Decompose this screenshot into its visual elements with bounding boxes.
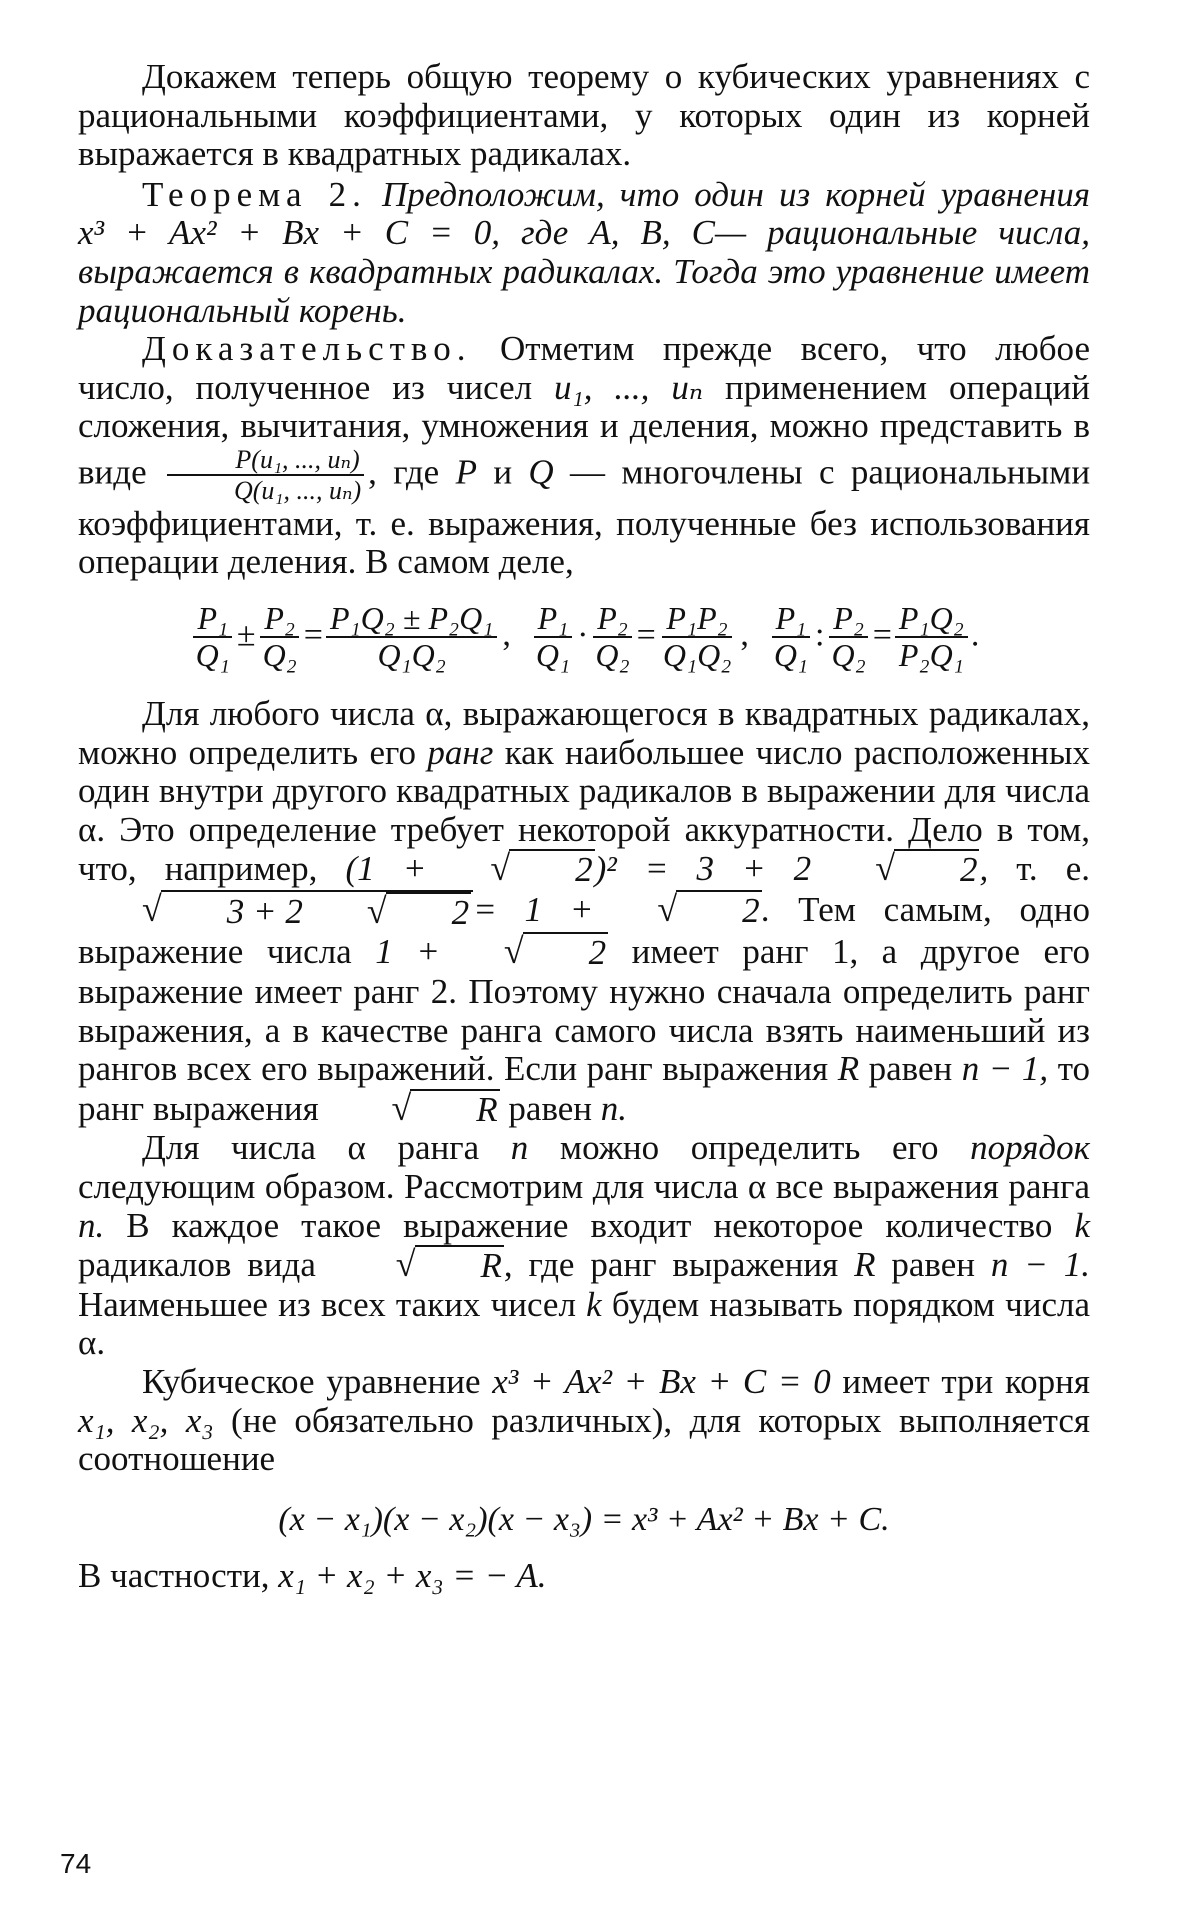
sqrt-symbol: √ 2 [490, 848, 593, 890]
sqrt-symbol: √ R [395, 1244, 502, 1286]
cubic-roots-paragraph: Кубическое уравнение x³ + Ax² + Bx + C = 0 имеет три корня x₁, x₂, x₃ (не обязательно различных), для которых выполняется соотношение [78, 1362, 1091, 1479]
term-rank: ранг [427, 732, 494, 772]
theorem-2: Теорема 2. Предположим, что один из корней уравнения x³ + Ax² + Bx + C = 0, где A, B, C— рациональные числа, выражается в квадратных радикалах. Тогда это уравнение имеет рациональный корень. [78, 174, 1091, 330]
sqrt-symbol: √ 2 [503, 931, 607, 973]
fraction-operations-formula: $\frac{\text{P₁}}{\text{Q₁}}$ ± $\frac{\text{P₂}}{\text{Q₂}}$ = $\frac{\text{P₁Q₂ ± P₂Q₁}}{\text{Q₁Q₂}}$ , $\frac{\text{P₁}}{\text{Q₁}}$ · $\frac{\text{P₂}}{\text{Q₂}}$ = $\frac{\text{P₁P₂}}{\text{Q₁Q₂}}$ , $\frac{\text{P₁}}{\text{Q₁}}$ : $\frac{\text{P₂}}{\text{Q₂}}$ = $\frac{\text{P₁Q₂}}{\text{P₂Q₁}}$ . [78, 602, 1090, 673]
rank-paragraph: Для любого числа α, выражающегося в квадратных радикалах, можно определить его ранг как наибольшее число расположенных один внутри другого квадратных радикалов в выражении для числа α. Это определение требует некоторой аккуратности. Дело в том, что, например, (1 + √ 2 )² = 3 + 2 √ 2 , т. е. √ 3 + 2 √ 2 = 1 + √ 2 . Тем самым, одно выражение числа 1 + √ 2 имеет ранг 1, а другое его выражение имеет ранг 2. Поэтому нужно сначала определить ранг выражения, а в качестве ранга самого числа взять наименьший из рангов всех его выражений. Если ранг выражения R равен n − 1, то ранг выражения √ R равен n. [78, 693, 1091, 1129]
sqrt-symbol: √ 2 [366, 890, 470, 932]
theorem-heading: Теорема 2. [142, 174, 367, 214]
vieta-sum-line: В частности, x₁ + x₂ + x₃ = − A. [78, 1555, 547, 1595]
page-body [78, 58, 1090, 1595]
example-identity-1: (1 + √ 2 )² = 3 + 2 √ 2 , [345, 848, 989, 890]
example-identity-2: √ 3 + 2 √ 2 = 1 + √ 2 . [78, 890, 770, 929]
sqrt-symbol: √ 2 [875, 848, 978, 890]
order-paragraph: Для числа α ранга n можно определить его порядок следующим образом. Рассмотрим для числа α все выражения ранга n. В каждое такое выражение входит некоторое количество k радикалов вида √ R , где ранг выражения R равен n − 1. Наименьшее из всех таких чисел k будем называть порядком числа α. [78, 1128, 1091, 1363]
sqrt-symbol: √ 2 [657, 888, 760, 930]
sqrt-symbol: √ R [391, 1087, 498, 1129]
sqrt-symbol: √ 3 + 2 √ 2 [78, 890, 473, 933]
vieta-product-formula: (x − x₁)(x − x₂)(x − x₃) = x³ + Ax² + Bx + C. [278, 1500, 890, 1538]
intro-paragraph: Докажем теперь общую теорему о кубических уравнениях с рациональными коэффициентами, у которых один из корней выражается в квадратных радикалах. [78, 57, 1090, 174]
cubic-equation: x³ + Ax² + Bx + C = 0, [78, 213, 500, 253]
term-order: порядок [970, 1128, 1090, 1168]
proof-paragraph: Доказательство. Отметим прежде всего, что любое число, полученное из чисел u₁, ..., uₙ применением операций сложения, вычитания, умножения и деления, можно представить в виде $\frac{\text{P(u₁, ..., uₙ)}}{\text{Q(u₁, ..., uₙ)}}$ , где P и Q — многочлены с рациональными коэффициентами, т. е. выражения, полученные без использования операции деления. В самом деле, [78, 329, 1091, 582]
proof-heading: Доказательство. [142, 329, 472, 369]
page-number: 74 [60, 1848, 92, 1879]
rational-function-fraction: $\frac{\text{P(u₁, ..., uₙ)}}{\text{Q(u₁, ..., uₙ)}}$ [166, 446, 365, 505]
